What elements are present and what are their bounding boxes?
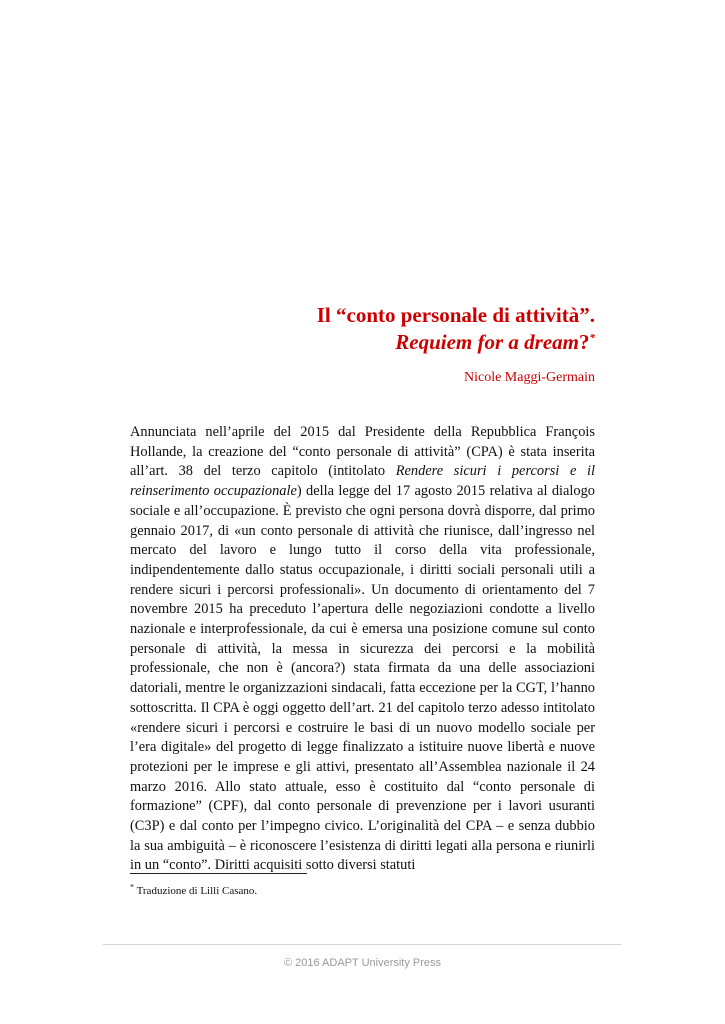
body-text-part-2: ) della legge del 17 agosto 2015 relativa al dialogo sociale e all’occupazione. È previsto che ogni persona dovrà disporre, dal primo gennaio 2017, di «un conto personale di attività che riunisce, dall’ingresso nel mercato del lavoro e lungo tutto il corso della vita professionale, indipendentemente dallo status occupazionale, i diritti sociali personali utili a rendere sicuri i percorsi professionali». Un documento di orientamento del 7 novembre 2015 ha preceduto l’apertura delle negoziazioni condotte a livello nazionale e interprofessionale, da cui è emersa una posizione comune sul conto personale di attività, la messa in sicurezza dei percorsi e la mobilità professionale, che non è (ancora?) stata firmata da una delle associazioni datoriali, mentre le organizzazioni sindacali, fatta eccezione per la CGT, l’hanno sottoscritta. Il CPA è oggi oggetto dell’art. 21 del capitolo terzo adesso intitolato «rendere sicuri i percorsi e costruire le basi di un nuovo modello sociale per l’era digitale» del progetto di legge finalizzato a istituire nuove libertà e nuove protezioni per le imprese e gli attivi, presentato all’Assemblea nazionale il 24 marzo 2016. Allo stato attuale, esso è costituito dal “conto personale di formazione” (CPF), dal conto personale di prevenzione per i lavori usuranti (C3P) e dal conto per l’impegno civico. L’originalità del CPA – e senza dubbio la sua ambiguità – è riconoscere l’esistenza di diritti legati alla persona e riunirli in un “conto”. Diritti acquisiti sotto diversi statuti — [130, 483, 596, 874]
footer-copyright: © 2016 ADAPT University Press — [283, 957, 442, 969]
footer-divider — [103, 944, 621, 945]
article-subtitle — [130, 329, 595, 356]
footnote-text: Traduzione di Lilli Casano. — [136, 885, 258, 897]
footnote — [130, 884, 257, 898]
footnote-marker: * — [130, 882, 134, 892]
footnote-separator — [130, 873, 307, 874]
author-name: Nicole Maggi-Germain — [463, 370, 595, 385]
subtitle-text: Requiem for a dream — [395, 330, 579, 354]
body-text-part-1: Annunciata nell’aprile del 2015 dal Presidente della Repubblica François Hollande, la creazione del “conto personale di attività” (CPA) è stata inserita all’art. 38 del terzo capitolo (intitolato — [130, 424, 595, 480]
article-title — [130, 302, 595, 329]
article-header — [130, 302, 595, 387]
body-paragraph — [130, 423, 595, 876]
title-footnote-marker[interactable]: * — [589, 332, 595, 344]
body-italic-title: Rendere sicuri i percorsi e il reinserimento occupazionale — [130, 463, 595, 500]
subtitle-question-mark: ? — [579, 330, 590, 354]
title-text: Il “conto personale di attività”. — [316, 303, 595, 327]
